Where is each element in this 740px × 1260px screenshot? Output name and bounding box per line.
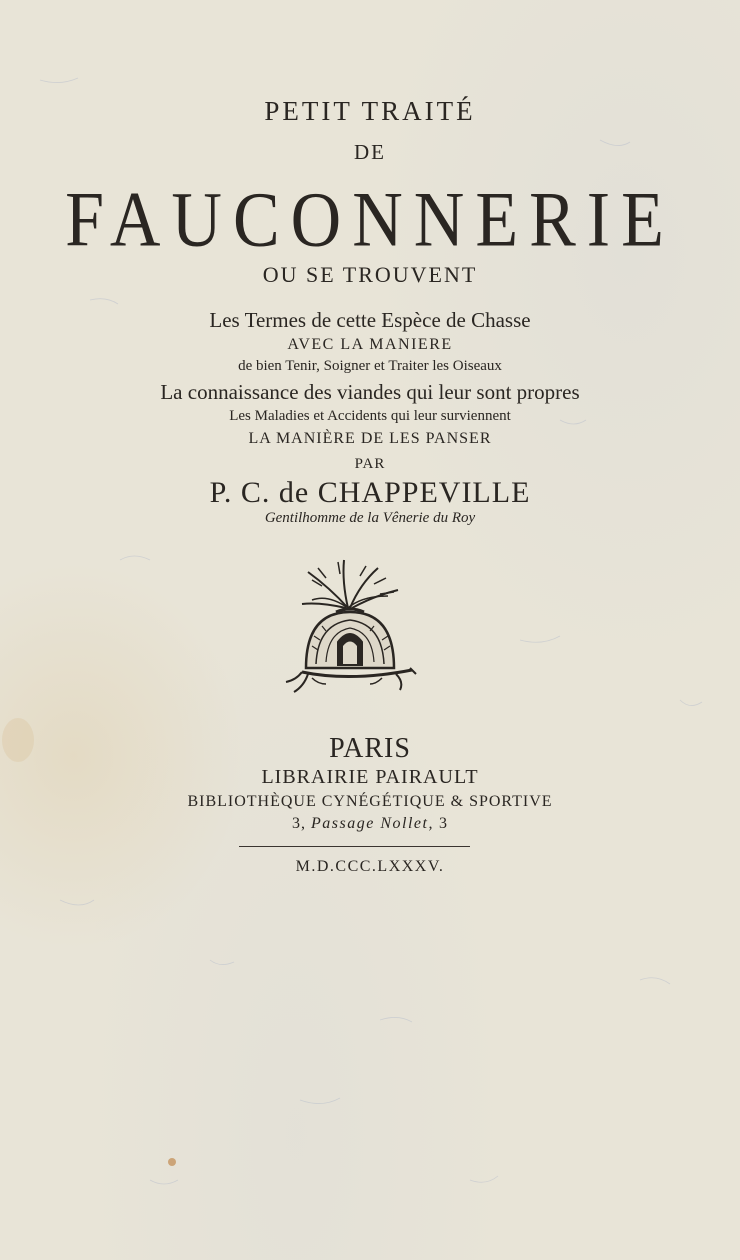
- content-line-6: LA MANIÈRE DE LES PANSER: [248, 430, 492, 447]
- subtitle: OU SE TROUVENT: [262, 262, 478, 287]
- address-number-end: 3: [438, 815, 448, 832]
- imprint-series: BIBLIOTHÈQUE CYNÉGÉTIQUE & SPORTIVE: [187, 793, 553, 810]
- imprint-publisher: LIBRAIRIE PAIRAULT: [261, 766, 479, 788]
- address-street: Passage Nollet,: [311, 815, 434, 832]
- title-line-petit-traite: PETIT TRAITÉ: [264, 96, 476, 126]
- content-line-4: La connaissance des viandes qui leur sont propres: [160, 380, 580, 404]
- content-line-2: AVEC LA MANIERE: [287, 336, 453, 353]
- main-title: FAUCONNERIE: [65, 177, 675, 264]
- by-line: PAR: [354, 456, 386, 472]
- content-line-3: de bien Tenir, Soigner et Traiter les Oiseaux: [238, 358, 502, 374]
- printers-mark-hooded-falcon-icon: [282, 556, 418, 716]
- imprint-year: M.D.CCC.LXXXV.: [295, 858, 445, 875]
- imprint-rule: [239, 846, 470, 847]
- imprint-city: PARIS: [329, 733, 411, 764]
- title-line-de: DE: [354, 140, 386, 164]
- author-title: Gentilhomme de la Vênerie du Roy: [264, 510, 476, 526]
- imprint-address: [0, 815, 740, 833]
- address-number: 3,: [292, 815, 307, 832]
- author-name: P. C. de CHAPPEVILLE: [209, 476, 531, 509]
- content-line-5: Les Maladies et Accidents qui leur surviennent: [229, 408, 511, 424]
- content-line-1: Les Termes de cette Espèce de Chasse: [209, 308, 531, 332]
